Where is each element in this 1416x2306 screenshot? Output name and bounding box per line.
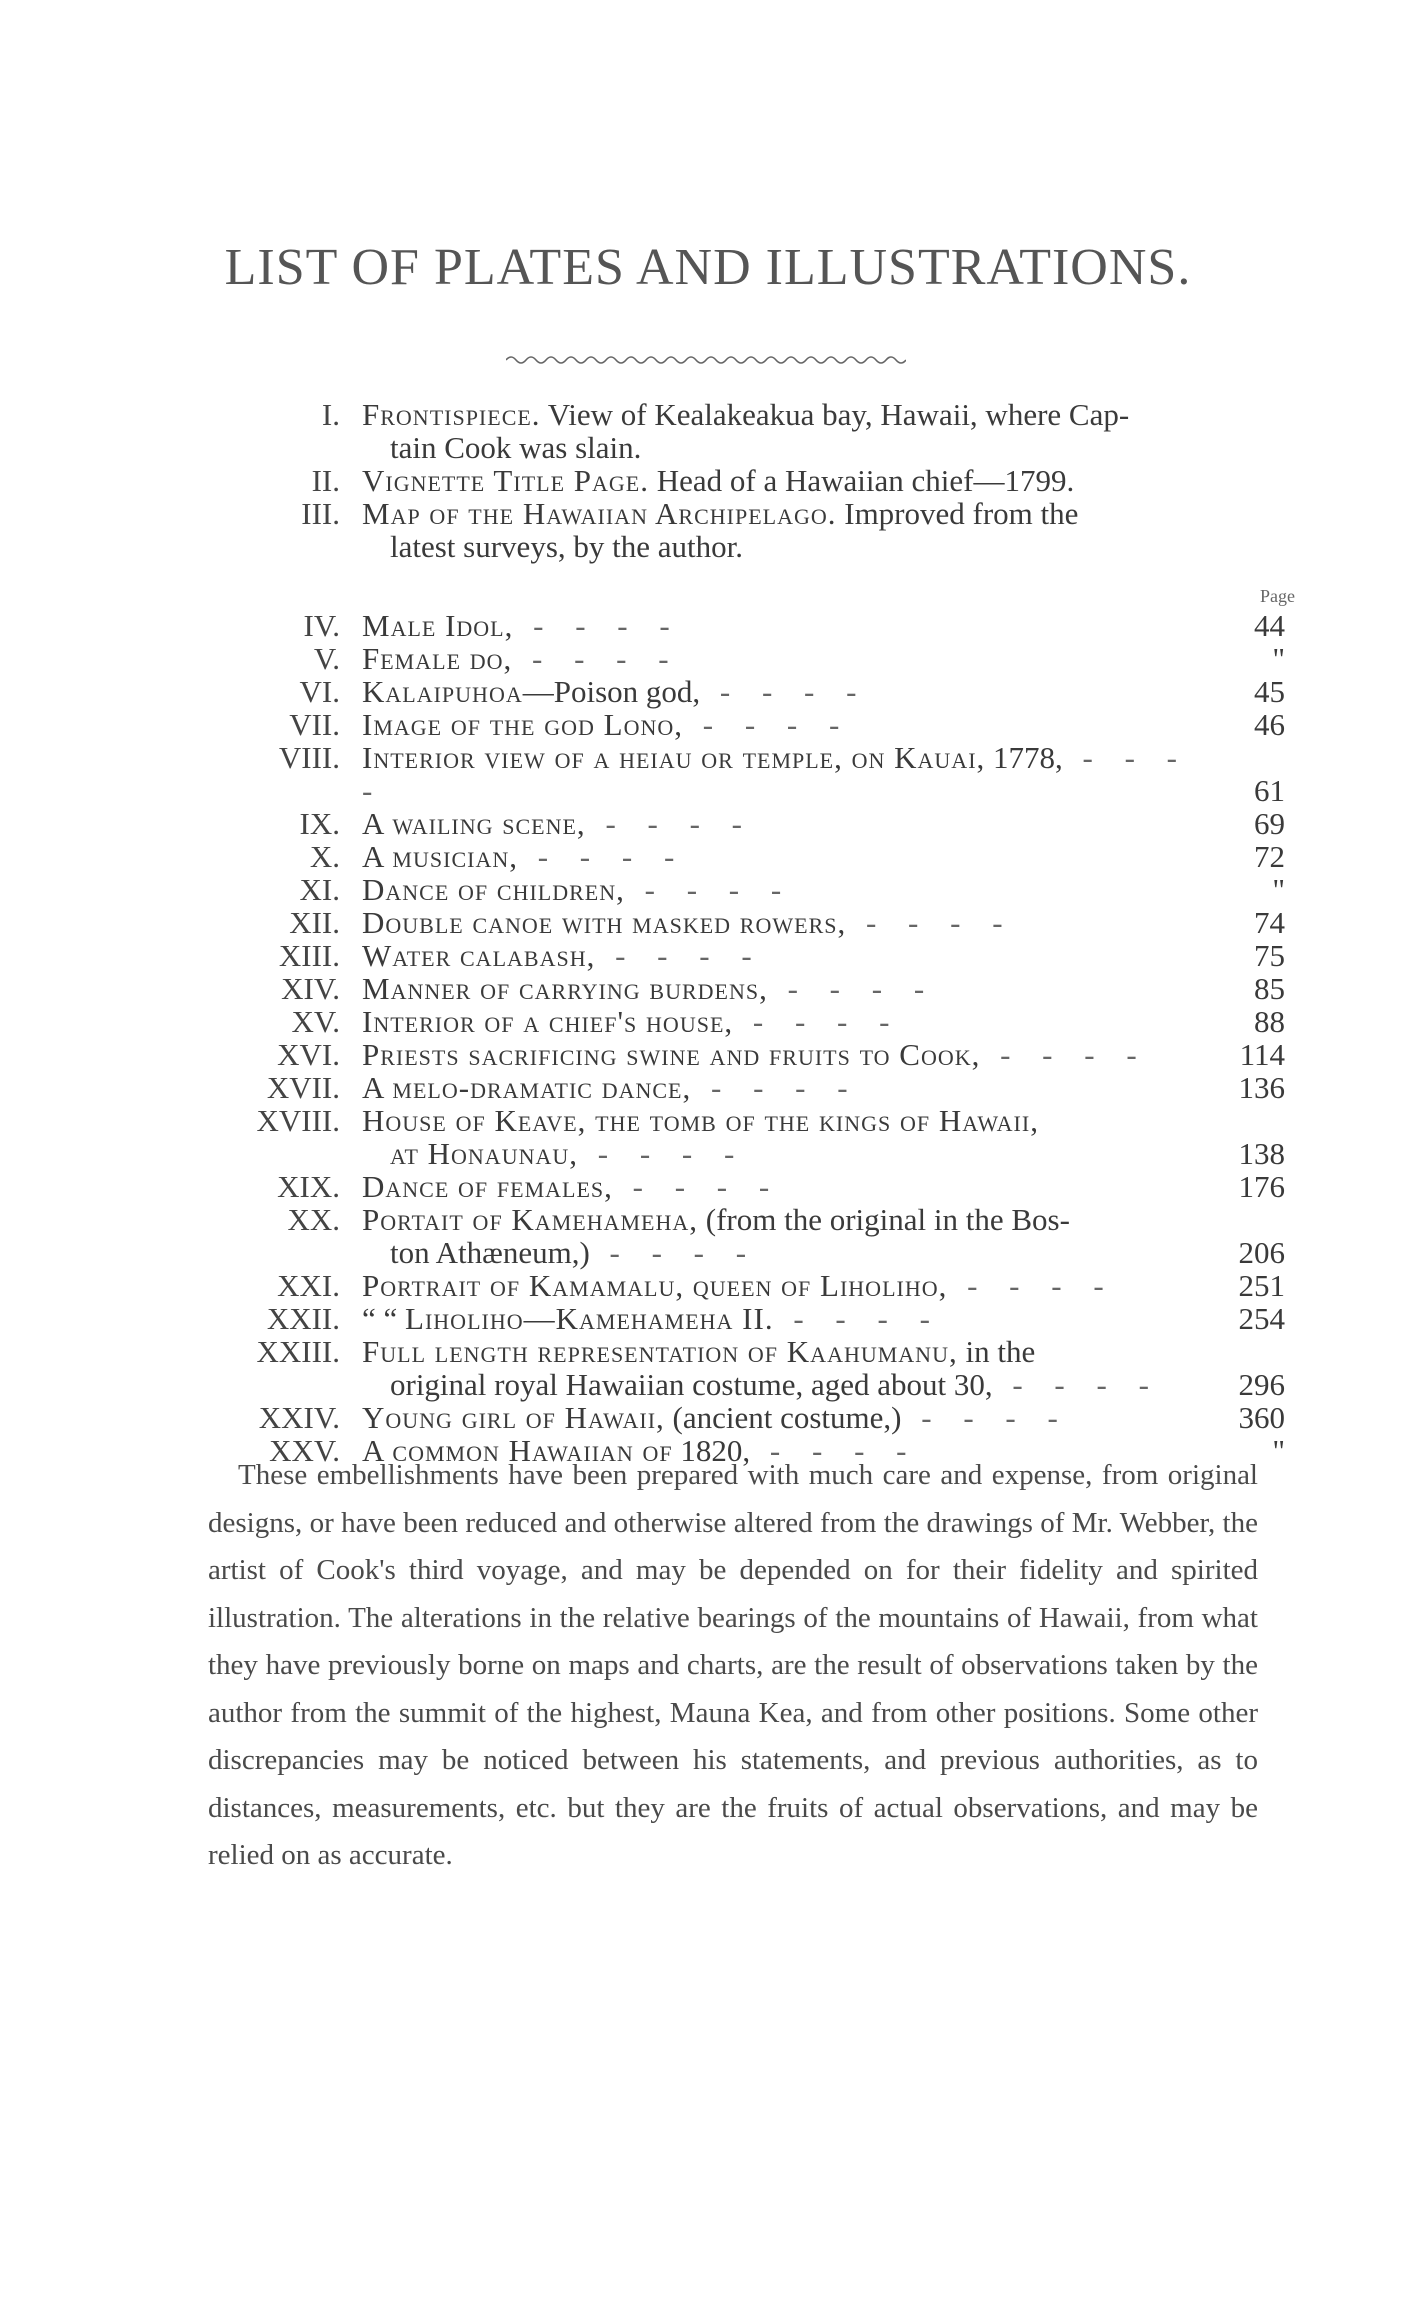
plate-description xyxy=(362,708,1205,741)
leader-dots: - - - - xyxy=(683,707,852,742)
plate-description xyxy=(362,1302,1205,1335)
plate-title-smallcaps: House of Keave, the tomb of the kings of Hawaii, xyxy=(362,1103,1039,1138)
plate-title-smallcaps: Image of the god Lono, xyxy=(362,707,683,742)
plate-description xyxy=(362,1401,1205,1434)
plate-page-number: 75 xyxy=(1254,938,1285,973)
plate-page-number: 114 xyxy=(1239,1037,1285,1072)
plate-description xyxy=(362,609,1205,642)
plate-page-number: 46 xyxy=(1254,707,1285,742)
plate-description xyxy=(362,1335,1205,1401)
plate-number: VI. xyxy=(299,674,340,709)
plate-page-number: 85 xyxy=(1254,971,1285,1006)
leader-dots: - - - - xyxy=(624,872,794,907)
leader-dots: - - - - xyxy=(517,839,687,874)
plate-description-line xyxy=(362,873,1205,906)
plate-text: latest surveys, by the author. xyxy=(390,529,743,564)
plate-entry xyxy=(190,497,1285,563)
plate-title-smallcaps: at Honaunau, xyxy=(390,1136,578,1171)
plate-description-line xyxy=(362,642,1205,675)
plate-page-number: " xyxy=(1272,641,1285,676)
plate-page-number: 69 xyxy=(1254,806,1285,841)
plate-description xyxy=(362,675,1205,708)
plate-title-smallcaps: Double canoe with masked rowers, xyxy=(362,905,847,940)
plate-entry xyxy=(190,1269,1285,1302)
plate-number: XII. xyxy=(289,905,340,940)
plate-entry xyxy=(190,906,1285,939)
plate-description xyxy=(362,1269,1205,1302)
plates-list xyxy=(190,398,1285,1467)
plate-title-smallcaps: A common Hawaiian of xyxy=(362,1433,673,1468)
plate-number: X. xyxy=(309,839,340,874)
plate-number: IX. xyxy=(299,806,340,841)
plate-description-line xyxy=(362,708,1205,741)
plate-description-line xyxy=(362,1302,1205,1335)
plate-number: XIX. xyxy=(277,1169,340,1204)
plate-entry xyxy=(190,708,1285,741)
plate-description xyxy=(362,1203,1205,1269)
leader-dots: - - - - xyxy=(362,740,1190,808)
plate-description xyxy=(362,873,1205,906)
plate-number: XXIII. xyxy=(256,1334,340,1369)
plate-description-line xyxy=(362,497,1205,530)
plate-text: “ “ xyxy=(362,1301,406,1336)
plate-description-line xyxy=(362,1269,1205,1302)
plate-title-smallcaps: Male Idol, xyxy=(362,608,514,643)
plate-page-number: 45 xyxy=(1254,674,1285,709)
page-title: LIST OF PLATES AND ILLUSTRATIONS. xyxy=(224,239,1192,296)
plate-title-smallcaps: Map of the Hawaiian Archipelago. xyxy=(362,496,837,531)
plate-title-smallcaps: A wailing scene, xyxy=(362,806,586,841)
plate-description-line xyxy=(362,1170,1205,1203)
leader-dots: - - - - xyxy=(947,1268,1116,1303)
plate-entry xyxy=(190,642,1285,675)
plate-entry xyxy=(190,1104,1285,1170)
plate-text: View of Kealakeakua bay, Hawaii, where Cap- xyxy=(540,397,1130,432)
plate-number: VIII. xyxy=(278,740,340,775)
plate-title-smallcaps: Dance of females, xyxy=(362,1169,613,1204)
plate-page-number: 61 xyxy=(1254,773,1285,808)
plate-description-line xyxy=(362,1203,1205,1236)
plate-number: IV. xyxy=(303,608,340,643)
plate-number: XXV. xyxy=(269,1433,340,1468)
plate-title-smallcaps: Priests sacrificing swine and fruits to Cook, xyxy=(362,1037,981,1072)
plate-description-line xyxy=(362,1137,1205,1170)
plate-description xyxy=(362,1005,1205,1038)
leader-dots: - - - - xyxy=(980,1037,1149,1072)
leader-dots: - - - - xyxy=(846,905,1015,940)
leader-dots: - - - - xyxy=(512,641,681,676)
plate-number: XXIV. xyxy=(258,1400,340,1435)
plate-page-number: 74 xyxy=(1254,905,1285,940)
plate-description xyxy=(362,1104,1205,1170)
plate-description-line xyxy=(362,398,1205,431)
leader-dots: - - - - xyxy=(585,806,754,841)
plate-number: III. xyxy=(301,496,340,531)
plate-description xyxy=(362,972,1205,1005)
plate-description-line xyxy=(362,609,1205,642)
embellishments-note: These embellishments have been prepared with much care and expense, from original designs, or have been reduced and otherwise altered from the drawings of Mr. Webber, the artist of Cook's third voyage, and may be depended on for their fidelity and spirited illustration. The alterations in the relative bearings of the mountains of Hawaii, from what they have previously borne on maps and charts, are the result of observations taken by the author from the summit of the highest, Mauna Kea, and from other positions. Some other discrepancies may be noticed between his statements, and previous authorities, as to distances, measurements, etc. but they are the fruits of actual observations, and may be relied on as accurate. xyxy=(208,1459,1258,1871)
leader-dots: - - - - xyxy=(612,1169,782,1204)
plate-description xyxy=(362,1038,1205,1071)
plate-title-smallcaps: Frontispiece. xyxy=(362,397,541,432)
leader-dots: - - - - xyxy=(773,1301,942,1336)
plate-page-number: 72 xyxy=(1254,839,1285,874)
plate-title-smallcaps: Portrait of Kamamalu, queen of Liholiho, xyxy=(362,1268,948,1303)
leader-dots: - - - - xyxy=(513,608,682,643)
plate-title-smallcaps: Interior view of a heiau or temple, on Kauai, xyxy=(362,740,986,775)
plate-entry xyxy=(190,1170,1285,1203)
plate-entry xyxy=(190,972,1285,1005)
plate-number: II. xyxy=(311,463,340,498)
plate-description-line xyxy=(362,1236,1205,1269)
plate-page-number: 44 xyxy=(1254,608,1285,643)
plate-text: original royal Hawaiian costume, aged about 30, xyxy=(390,1367,993,1402)
plate-title-smallcaps: Manner of carrying burdens, xyxy=(362,971,768,1006)
plate-description-line xyxy=(362,1038,1205,1071)
plate-description xyxy=(362,939,1205,972)
plate-page-number: 296 xyxy=(1238,1367,1285,1402)
plate-entry xyxy=(190,807,1285,840)
leader-dots: - - - - xyxy=(589,1235,759,1270)
leader-dots: - - - - xyxy=(691,1070,860,1105)
plate-description-line xyxy=(362,1335,1205,1368)
plate-number: XVII. xyxy=(266,1070,340,1105)
plate-description xyxy=(362,1170,1205,1203)
plate-number: XV. xyxy=(291,1004,340,1039)
plate-description-line xyxy=(362,1368,1205,1401)
plate-description-line xyxy=(362,906,1205,939)
plate-entry xyxy=(190,464,1285,497)
plate-description xyxy=(362,497,1205,563)
plate-entry xyxy=(190,1203,1285,1269)
plate-text: tain Cook was slain. xyxy=(390,430,642,465)
plate-page-number: 251 xyxy=(1238,1268,1285,1303)
plate-title-smallcaps: Portait of Kamehameha, xyxy=(362,1202,699,1237)
plate-entry xyxy=(190,1038,1285,1071)
plate-entry xyxy=(190,873,1285,906)
plate-page-number: 176 xyxy=(1238,1169,1285,1204)
plate-number: I. xyxy=(321,397,340,432)
plate-text: —Poison god, xyxy=(522,674,701,709)
plate-page-number: 88 xyxy=(1254,1004,1285,1039)
plate-description xyxy=(362,398,1205,464)
plate-description-line xyxy=(362,840,1205,873)
plate-text: 1820, xyxy=(672,1433,751,1468)
plate-number: VII. xyxy=(289,707,340,742)
plate-title-smallcaps: A melo-dramatic dance, xyxy=(362,1070,692,1105)
plate-page-number: 206 xyxy=(1238,1235,1285,1270)
plate-text: (from the original in the Bos- xyxy=(698,1202,1070,1237)
plate-title-smallcaps: Water calabash, xyxy=(362,938,596,973)
plate-entry xyxy=(190,609,1285,642)
plate-text: Improved from the xyxy=(836,496,1079,531)
plate-description-line xyxy=(362,939,1205,972)
plate-text: Head of a Hawaiian chief—1799. xyxy=(648,463,1075,498)
plate-description xyxy=(362,741,1205,807)
plate-description-line xyxy=(362,1401,1205,1434)
plate-entry xyxy=(190,741,1285,807)
plate-text: in the xyxy=(957,1334,1036,1369)
plate-description xyxy=(362,464,1205,497)
plate-title-smallcaps: Interior of a chief's house, xyxy=(362,1004,734,1039)
plate-page-number: 254 xyxy=(1238,1301,1285,1336)
leader-dots: - - - - xyxy=(733,1004,902,1039)
plate-text: (ancient costume,) xyxy=(664,1400,902,1435)
page-column-label: Page xyxy=(1260,586,1295,606)
plate-page-number: 138 xyxy=(1238,1136,1285,1171)
plate-number: XXII. xyxy=(266,1301,340,1336)
plate-description-line xyxy=(362,972,1205,1005)
leader-dots: - - - - xyxy=(750,1433,919,1468)
plate-description xyxy=(362,840,1205,873)
plate-number: XIV. xyxy=(281,971,340,1006)
plate-number: XX. xyxy=(287,1202,340,1237)
plate-text: 1778, xyxy=(985,740,1063,775)
plate-page-number: 360 xyxy=(1238,1400,1285,1435)
plate-entry xyxy=(190,1071,1285,1104)
plate-page-number: 136 xyxy=(1238,1070,1285,1105)
plate-page-number: " xyxy=(1272,872,1285,907)
plate-title-smallcaps: Vignette Title Page. xyxy=(362,463,649,498)
plate-description-line xyxy=(362,431,1205,464)
plate-entry xyxy=(190,1005,1285,1038)
plate-title-smallcaps: Female do, xyxy=(362,641,513,676)
plate-number: XXI. xyxy=(277,1268,340,1303)
plate-description-line xyxy=(362,741,1205,807)
plate-number: V. xyxy=(313,641,340,676)
plate-number: XIII. xyxy=(278,938,340,973)
plate-title-smallcaps: A musician, xyxy=(362,839,518,874)
leader-dots: - - - - xyxy=(767,971,937,1006)
plate-title-smallcaps: Dance of children, xyxy=(362,872,625,907)
leader-dots: - - - - xyxy=(992,1367,1161,1402)
plate-entry xyxy=(190,939,1285,972)
plate-description xyxy=(362,906,1205,939)
plate-description-line xyxy=(362,807,1205,840)
plate-title-smallcaps: Young girl of Hawaii, xyxy=(362,1400,665,1435)
plate-entry xyxy=(190,675,1285,708)
plate-description-line xyxy=(362,1071,1205,1104)
leader-dots: - - - - xyxy=(595,938,764,973)
plate-title-smallcaps: Full length representation of Kaahumanu, xyxy=(362,1334,958,1369)
plate-entry xyxy=(190,1401,1285,1434)
plate-description xyxy=(362,642,1205,675)
plate-description-line xyxy=(362,1104,1205,1137)
plate-description-line xyxy=(362,464,1205,497)
leader-dots: - - - - xyxy=(901,1400,1070,1435)
wavy-rule-ornament xyxy=(506,350,906,370)
leader-dots: - - - - xyxy=(578,1136,747,1171)
plate-description xyxy=(362,807,1205,840)
plate-entry xyxy=(190,840,1285,873)
plate-description xyxy=(362,1071,1205,1104)
plate-title-smallcaps: Liholiho—Kamehameha II. xyxy=(405,1301,774,1336)
plate-number: XI. xyxy=(299,872,340,907)
plate-title-smallcaps: Kalaipuhoa xyxy=(362,674,523,709)
plate-entry xyxy=(190,1335,1285,1401)
plate-description-line xyxy=(362,675,1205,708)
plate-text: ton Athæneum,) xyxy=(390,1235,590,1270)
plate-number: XVI. xyxy=(277,1037,340,1072)
plate-page-number: " xyxy=(1272,1433,1285,1468)
leader-dots: - - - - xyxy=(700,674,869,709)
plate-description-line xyxy=(362,530,1205,563)
plate-entry xyxy=(190,398,1285,464)
plate-entry xyxy=(190,1302,1285,1335)
plate-description-line xyxy=(362,1005,1205,1038)
plate-number: XVIII. xyxy=(256,1103,340,1138)
